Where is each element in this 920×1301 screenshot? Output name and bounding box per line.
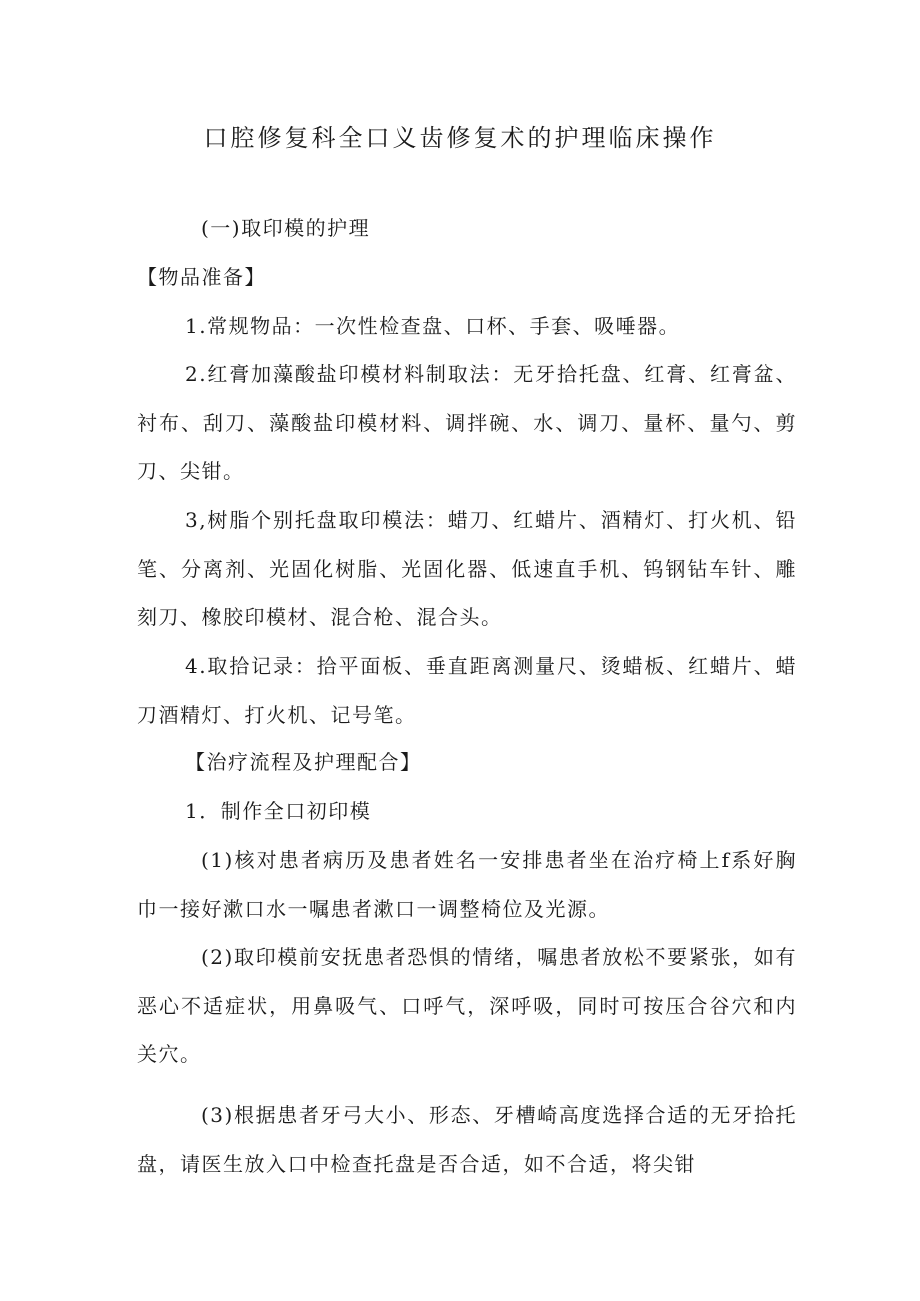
paragraph-item-4: 4.取拾记录：拾平面板、垂直距离测量尺、烫蜡板、红蜡片、蜡刀酒精灯、打火机、记号笔。 [137, 654, 797, 727]
paragraph-item-1: 1.常规物品：一次性检查盘、口杯、手套、吸唾器。 [185, 314, 681, 338]
paragraph-item-2: 2.红膏加藻酸盐印模材料制取法：无牙拾托盘、红膏、红膏盆、衬布、刮刀、藻酸盐印模材料、调拌碗、水、调刀、量杯、量勺、剪刀、尖钳。 [137, 362, 797, 483]
document-title: 口腔修复科全口义齿修复术的护理临床操作 [203, 124, 717, 152]
section-heading-impression: (一)取印模的护理 [201, 216, 371, 240]
paragraph-item-3: 3,树脂个别托盘取印模法：蜡刀、红蜡片、酒精灯、打火机、铅笔、分离剂、光固化树脂、光固化器、低速直手机、钨钢钻车针、雕刻刀、橡胶印模材、混合枪、混合头。 [137, 508, 797, 629]
substep-1: (1)核对患者病历及患者姓名一安排患者坐在治疗椅上f系好胸巾一接好漱口水一嘱患者漱口一调整椅位及光源。 [137, 848, 797, 921]
step-heading-1: 1．制作全口初印模 [185, 799, 372, 823]
substep-3: (3)根据患者牙弓大小、形态、牙槽崎高度选择合适的无牙拾托盘，请医生放入口中检查托盘是否合适，如不合适，将尖钳 [137, 1103, 797, 1176]
heading-treatment-process: 【治疗流程及护理配合】 [185, 750, 422, 774]
substep-2: (2)取印模前安抚患者恐惧的情绪，嘱患者放松不要紧张，如有恶心不适症状，用鼻吸气、口呼气，深呼吸，同时可按压合谷穴和内关穴。 [137, 945, 797, 1066]
heading-item-preparation: 【物品准备】 [137, 265, 266, 289]
